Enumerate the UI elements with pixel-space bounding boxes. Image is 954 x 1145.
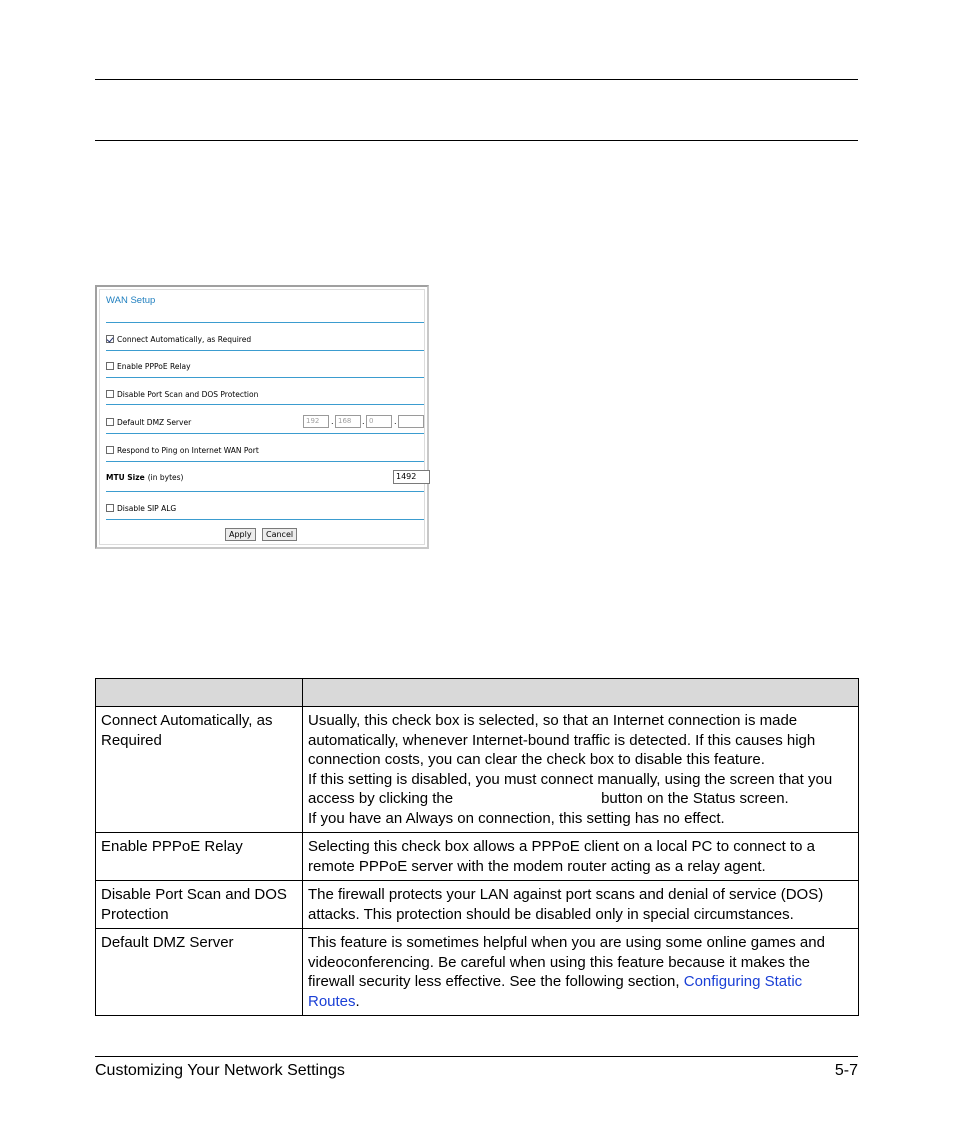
description-paragraph: If you have an Always on connection, this setting has no effect. <box>308 809 725 827</box>
header-rule-top <box>95 79 858 80</box>
table-cell-description <box>303 707 859 833</box>
configuring-static-routes-link[interactable]: Configuring Static Routes <box>308 973 803 1010</box>
table-row <box>96 929 859 1016</box>
port-scan-checkbox[interactable] <box>106 390 114 398</box>
footer-rule <box>95 1056 858 1057</box>
description-text: This feature is sometimes helpful when you are using some online games and videoconferencing. Be careful when using this feature because it makes the firewall security less effective. See the following section, <box>308 934 825 990</box>
separator <box>106 350 424 351</box>
table-cell-description <box>303 929 859 1016</box>
table-row <box>96 881 859 929</box>
connect-auto-label: Connect Automatically, as Required <box>117 334 252 344</box>
wan-setup-title: WAN Setup <box>106 295 156 306</box>
mtu-label: MTU Size <box>106 472 145 482</box>
pppoe-relay-label: Enable PPPoE Relay <box>117 361 191 371</box>
separator <box>106 404 424 405</box>
description-paragraph: Usually, this check box is selected, so that an Internet connection is made automatically, whenever Internet-bound traffic is detected. If this causes high connection costs, you can clear the check box to disable this feature. <box>308 712 816 768</box>
mtu-input[interactable]: 1492 <box>393 470 430 484</box>
sip-checkbox[interactable] <box>106 504 114 512</box>
dmz-ip-octet-4[interactable] <box>398 415 424 428</box>
table-cell-setting: Disable Port Scan and DOS Protection <box>96 881 303 929</box>
table-cell-description: Selecting this check box allows a PPPoE client on a local PC to connect to a remote PPPoE server with the modem router acting as a relay agent. <box>303 833 859 881</box>
description-text: If this setting is disabled, you must connect manually, using the screen that you access by clicking the <box>308 770 833 807</box>
separator <box>106 377 424 378</box>
description-text: button on the Status screen. <box>601 790 789 807</box>
header-rule-bottom <box>95 140 858 141</box>
table-cell-setting: Connect Automatically, as Required <box>96 707 303 833</box>
connect-auto-row <box>106 332 426 346</box>
table-cell-description: The firewall protects your LAN against port scans and denial of service (DOS) attacks. This protection should be disabled only in special circumstances. <box>303 881 859 929</box>
separator <box>106 491 424 492</box>
table-cell-setting: Default DMZ Server <box>96 929 303 1016</box>
settings-table <box>95 678 859 1016</box>
separator <box>106 433 424 434</box>
dmz-label: Default DMZ Server <box>117 417 192 427</box>
dmz-checkbox[interactable] <box>106 418 114 426</box>
table-header-setting <box>96 679 303 707</box>
ip-dot: . <box>331 417 334 426</box>
port-scan-label: Disable Port Scan and DOS Protection <box>117 389 259 399</box>
sip-label: Disable SIP ALG <box>117 503 177 513</box>
pppoe-relay-checkbox[interactable] <box>106 362 114 370</box>
description-text: . <box>355 992 360 1010</box>
description-paragraph <box>308 770 853 809</box>
table-cell-setting: Enable PPPoE Relay <box>96 833 303 881</box>
mtu-unit: (in bytes) <box>147 472 184 482</box>
table-header-description <box>303 679 859 707</box>
separator <box>106 519 424 520</box>
ip-dot: . <box>394 417 397 426</box>
pppoe-relay-row <box>106 359 426 373</box>
connect-auto-checkbox[interactable] <box>106 335 114 343</box>
dmz-ip-octet-1[interactable]: 192 <box>303 415 329 428</box>
table-header-row <box>96 679 859 707</box>
footer-page-number: 5-7 <box>834 1062 858 1079</box>
separator <box>106 461 424 462</box>
sip-row <box>106 501 426 515</box>
ping-label: Respond to Ping on Internet WAN Port <box>117 445 259 455</box>
apply-button[interactable]: Apply <box>225 528 256 541</box>
cancel-button[interactable]: Cancel <box>262 528 297 541</box>
mtu-row <box>106 470 426 484</box>
separator <box>106 322 424 323</box>
dmz-ip-octet-2[interactable]: 168 <box>335 415 361 428</box>
port-scan-row <box>106 387 426 401</box>
wan-setup-screenshot <box>95 285 429 549</box>
ip-dot: . <box>362 417 365 426</box>
ping-row <box>106 443 426 457</box>
ping-checkbox[interactable] <box>106 446 114 454</box>
dmz-row <box>106 415 426 429</box>
table-row <box>96 707 859 833</box>
wan-setup-frame <box>99 289 425 545</box>
table-row <box>96 833 859 881</box>
dmz-ip-octet-3[interactable]: 0 <box>366 415 392 428</box>
footer-chapter-title: Customizing Your Network Settings <box>95 1062 345 1079</box>
